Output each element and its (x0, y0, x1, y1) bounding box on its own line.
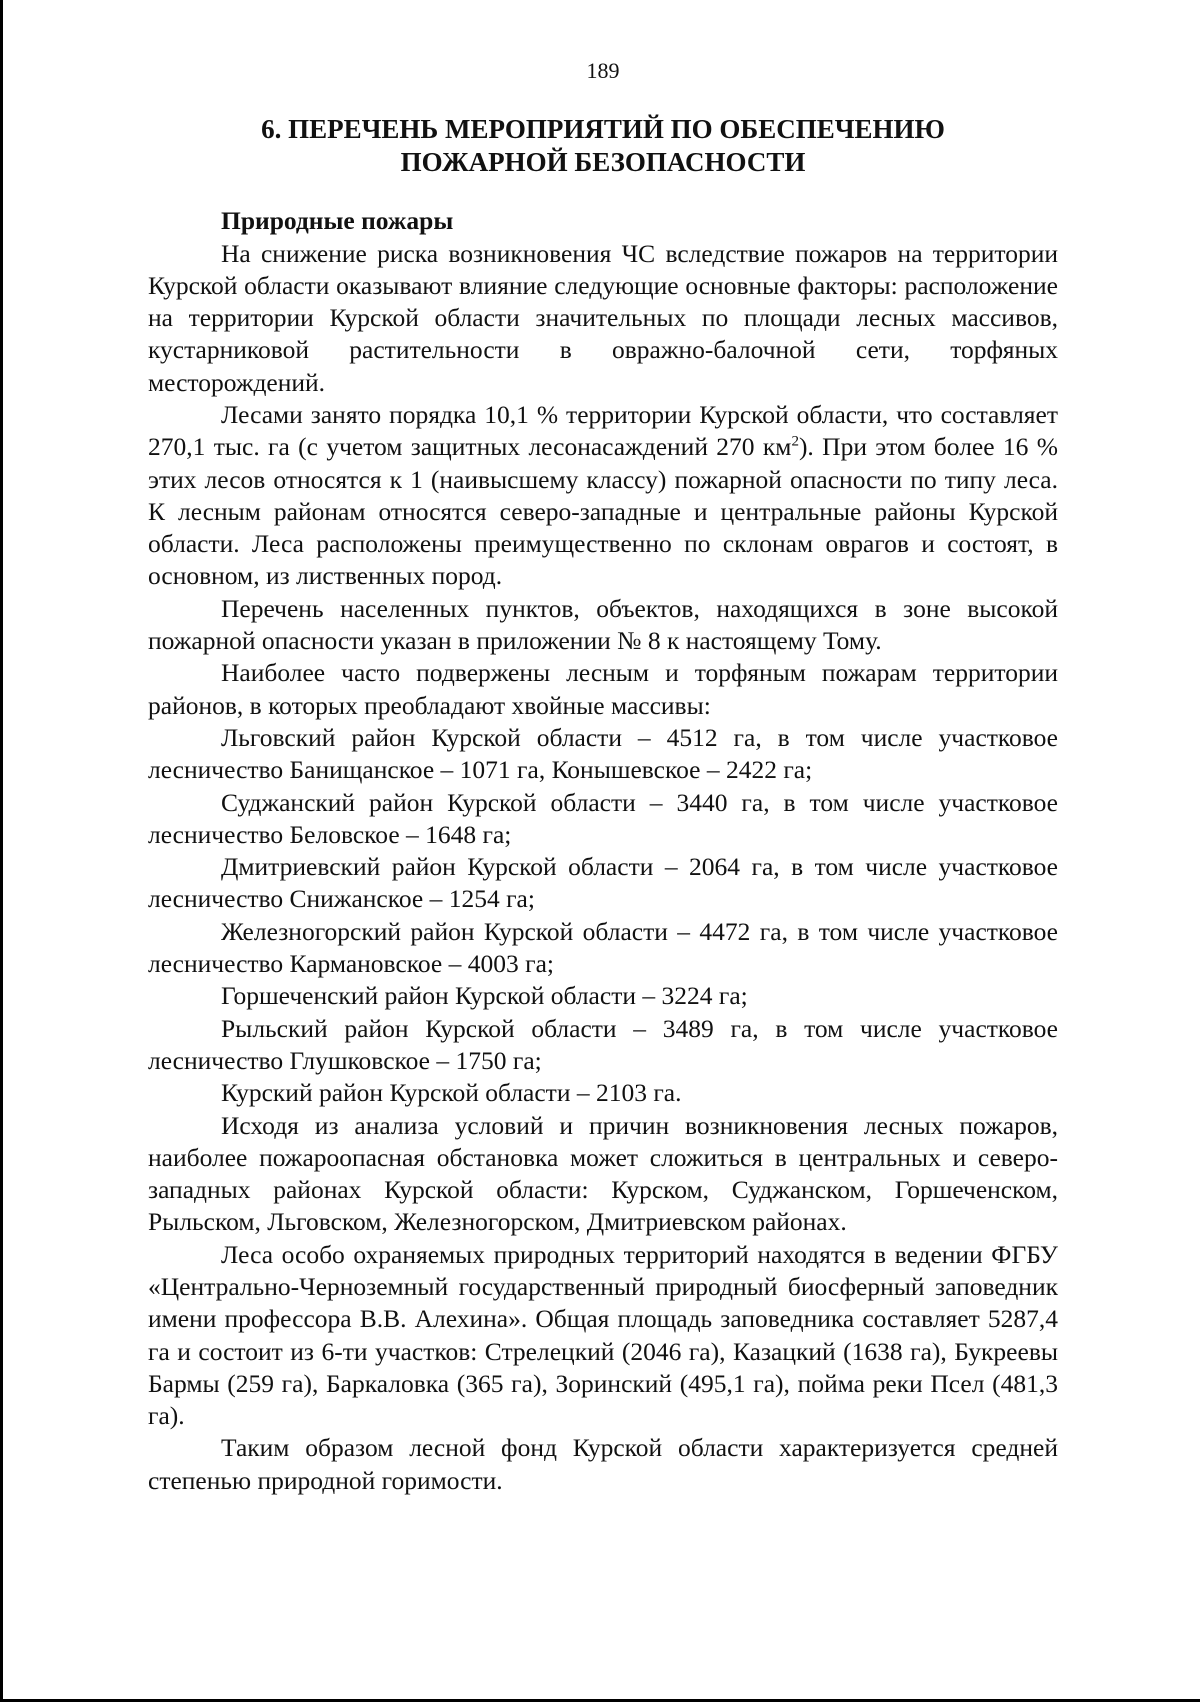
list-item-sudzha-district: Суджанский район Курской области – 3440 га, в том числе участковое лесничество Беловское – 1648 га; (148, 787, 1058, 849)
list-item-gorshechnoe-district: Горшеченский район Курской области – 3224 га; (221, 981, 748, 1011)
paragraph-forest-coverage-part-2: ). При этом более 16 % этих лесов относятся к 1 (наивысшему классу) пожарной опасности по типу леса. К лесным районам относятся северо-западные и центральные районы Курской области. Леса расположены преимущественно по склонам оврагов и состоят, в основном, из лиственных пород. (148, 432, 1058, 591)
list-item-kursk-district: Курский район Курской области – 2103 га. (221, 1078, 682, 1108)
page-number: 189 (586, 58, 620, 83)
list-item-lgov-district: Льговский район Курской области – 4512 га, в том числе участковое лесничество Банищанское – 1071 га, Конышевское – 2422 га; (148, 722, 1058, 785)
list-item-zheleznogorsk-district: Железногорский район Курской области – 4472 га, в том числе участковое лесничество Кармановское – 4003 га; (148, 916, 1058, 979)
paragraph-fire-hazard-analysis: Исходя из анализа условий и причин возникновения лесных пожаров, наиболее пожароопасная обстановка может сложиться в центральных и северо-западных районах Курской области: Курском, Суджанском, Горшеченском, Рыльском, Льговском, Железногорском, Дмитриевском районах. (148, 1110, 1058, 1237)
paragraph-forest-coverage-part-1: Лесами занято порядка 10,1 % территории Курской области, что составляет 270,1 тыс. га (с учетом защитных лесонасаждений 270 км (148, 399, 1058, 462)
list-item-dmitriev-district: Дмитриевский район Курской области – 2064 га, в том числе участковое лесничество Снижанское – 1254 га; (148, 852, 1058, 914)
section-title-line-1: 6. ПЕРЕЧЕНЬ МЕРОПРИЯТИЙ ПО ОБЕСПЕЧЕНИЮ (261, 114, 945, 144)
body-text (148, 238, 1058, 1498)
section-title (148, 113, 1058, 179)
paragraph-conifer-districts: Наиболее часто подвержены лесным и торфяным пожарам территории районов, в которых преобладают хвойные массивы: (148, 658, 1058, 720)
paragraph-nature-reserve: Леса особо охраняемых природных территорий находятся в ведении ФГБУ «Центрально-Черноземный государственный природный биосферный заповедник имени профессора В.В. Алехина». Общая площадь заповедника составляет 5287,4 га и состоит из 6-ти участков: Стрелецкий (2046 га), Казацкий (1638 га), Букреевы Бармы (259 га), Баркаловка (365 га), Зоринский (495,1 га), пойма реки Псел (481,3 га). (148, 1239, 1058, 1431)
page-content (148, 113, 1058, 1497)
superscript-square: 2 (791, 433, 799, 450)
paragraph-settlements-list: Перечень населенных пунктов, объектов, находящихся в зоне высокой пожарной опасности указан в приложении № 8 к настоящему Тому. (148, 593, 1058, 656)
paragraph-conclusion: Таким образом лесной фонд Курской области характеризуется средней степенью природной горимости. (148, 1433, 1058, 1495)
subheading-natural-fires: Природные пожары (221, 206, 454, 235)
paragraph-forest-coverage (148, 399, 1058, 593)
paragraph-risk-factors: На снижение риска возникновения ЧС вследствие пожаров на территории Курской области оказывают влияние следующие основные факторы: расположение на территории Курской области значительных по площади лесных массивов, кустарниковой растительности в овражно-балочной сети, торфяных месторождений. (148, 238, 1058, 397)
list-item-rylsk-district: Рыльский район Курской области – 3489 га, в том числе участковое лесничество Глушковское – 1750 га; (148, 1013, 1058, 1075)
section-title-line-2: ПОЖАРНОЙ БЕЗОПАСНОСТИ (400, 147, 806, 177)
